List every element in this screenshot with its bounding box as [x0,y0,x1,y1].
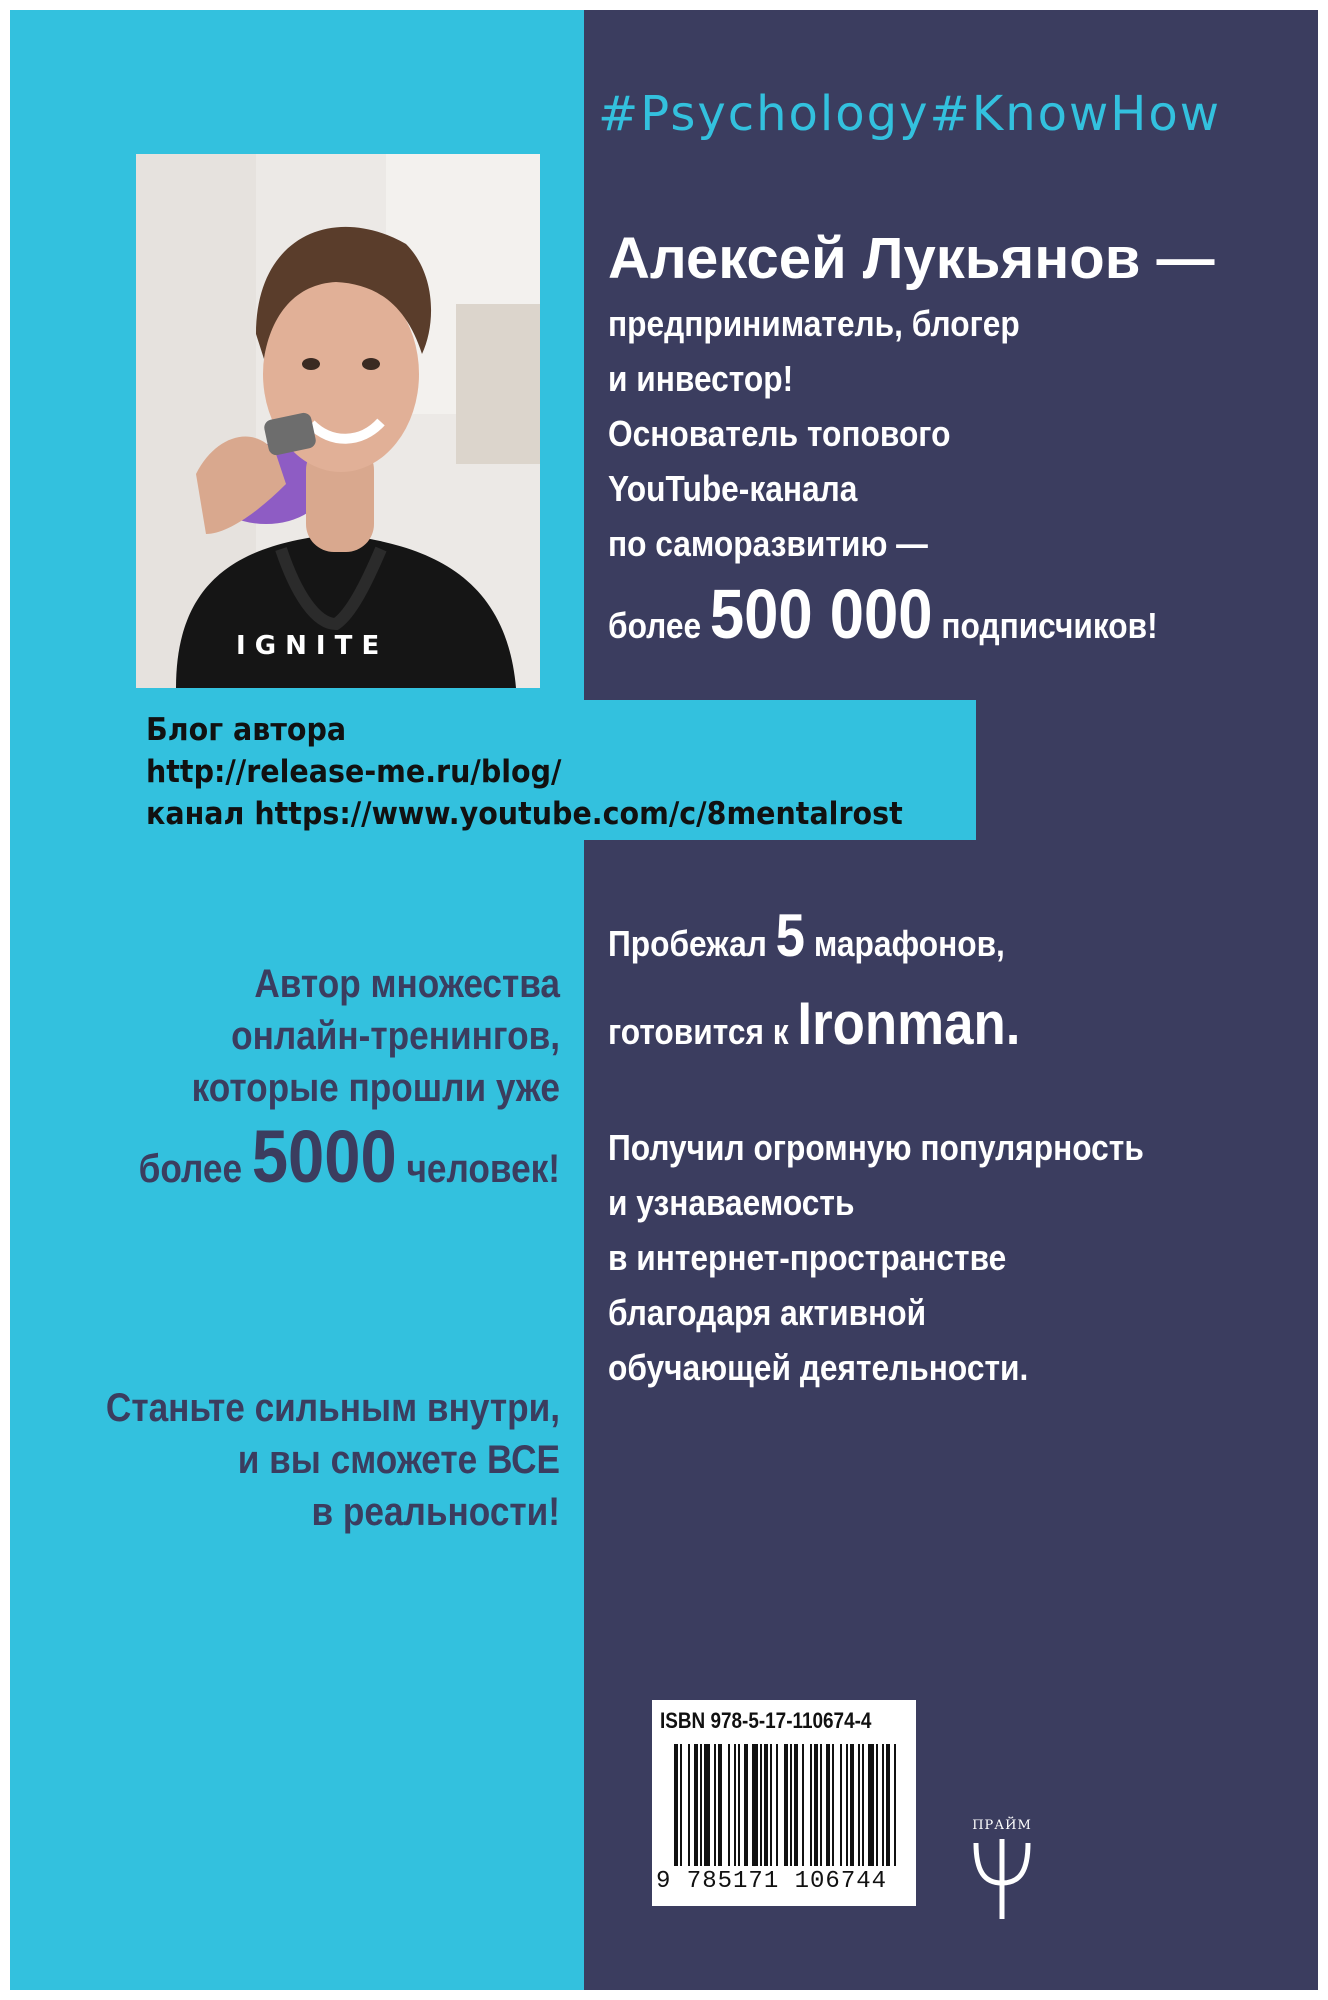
popularity-line: обучающей деятельности. [608,1347,1029,1388]
trainings-line: которые прошли уже [191,1066,561,1110]
trainings-count-number: 5000 [251,1115,397,1198]
bio-line: YouTube-канала [608,468,858,509]
isbn-barcode [652,1700,916,1906]
subscribers-suffix: подписчиков! [941,605,1158,646]
popularity-line: в интернет-пространстве [608,1237,1007,1278]
author-name: Алексей Лукьянов — [608,226,1215,291]
trainings-count-line [85,1114,560,1212]
subscribers-line [608,571,1224,669]
author-photo [136,154,540,688]
marathon-prefix: Пробежал [608,923,767,964]
subscribers-prefix: более [608,605,702,646]
author-photo-illustration [136,154,540,688]
marathon-line [608,896,1224,984]
marathon-number: 5 [775,902,806,969]
slogan-line: Станьте сильным внутри, [105,1386,560,1430]
slogan-line: и вы сможете ВСЕ [237,1438,561,1482]
subscribers-number: 500 000 [709,575,933,653]
psi-icon [962,1833,1042,1923]
ironman-word: Ironman. [797,990,1021,1057]
trainings-count-suffix: человек! [406,1147,560,1191]
popularity-line: и узнаваемость [608,1182,855,1223]
ironman-prefix: готовится к [608,1011,789,1052]
blog-links-band [136,700,976,840]
trainings-block [20,958,560,1212]
trainings-count-prefix: более [138,1147,243,1191]
bio-line: предприниматель, блогер [608,303,1020,344]
bio-line: Основатель топового [608,413,951,454]
hashtag-title: #Psychology#KnowHow [598,86,1221,142]
blog-title: Блог автора [146,712,347,748]
slogan-block [20,1382,560,1538]
ean-digits: 9 785171 106744 [656,1868,888,1895]
author-bio [608,222,1308,669]
slogan-line: в реальности! [311,1490,560,1534]
svg-text:I G N I T E: I G N I T E [236,631,380,661]
marathon-block [608,896,1308,1072]
youtube-channel-link[interactable]: канал https://www.youtube.com/c/8mentalrost [146,796,903,832]
popularity-line: Получил огромную популярность [608,1127,1144,1168]
isbn-label: ISBN 978-5-17-110674-4 [660,1708,872,1733]
bio-line: и инвестор! [608,358,794,399]
publisher-name: ПРАЙМ [972,1818,1032,1833]
ironman-line [608,984,1224,1072]
trainings-line: Автор множества [254,962,560,1006]
bio-line: по саморазвитию — [608,523,928,564]
publisher-logo [962,1818,1042,1928]
blog-url-link[interactable]: http://release-me.ru/blog/ [146,754,562,790]
popularity-line: благодаря активной [608,1292,927,1333]
trainings-line: онлайн-тренингов, [231,1014,560,1058]
popularity-block [608,1120,1308,1395]
marathon-suffix: марафонов, [813,923,1005,964]
